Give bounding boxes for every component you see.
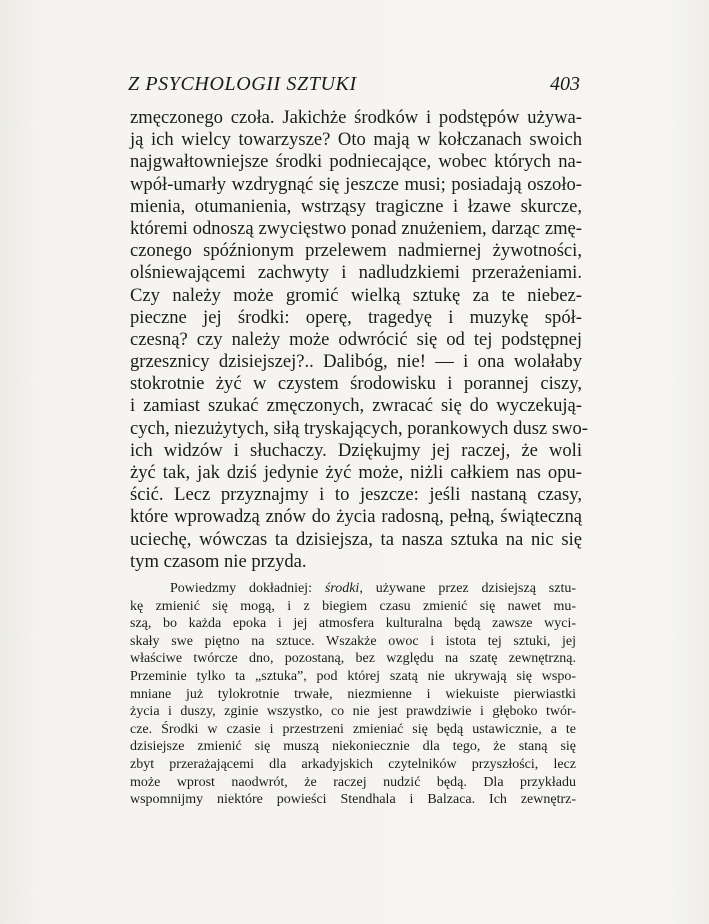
text-line: ścić. Lecz przyznajmy i to jeszcze: jeśli nastaną czasy, (130, 484, 582, 506)
text-line: ją ich wielcy towarzysze? Oto mają w kołczanach swoich (130, 129, 582, 151)
footnote-line: cze. Środki w czasie i przestrzeni zmieniać się będą ustawicznie, a te (130, 721, 576, 737)
text-line: czesną? czy należy może odwrócić się od tej podstępnej (130, 328, 582, 350)
footnote-first-line (130, 580, 576, 598)
footnote-block (130, 580, 576, 809)
footnote-emphasis: środki, (324, 581, 363, 596)
text-line: uciechę, wówczas ta dzisiejsza, ta nasza sztuka na nic się (130, 528, 582, 550)
page-number: 403 (550, 73, 580, 95)
footnote-line: mniane już tylokrotnie trwałe, niezmienne i wiekuiste pierwiastki (130, 686, 576, 702)
text-line: stokrotnie żyć w czystem środowisku i porannej ciszy, (130, 373, 582, 395)
footnote-line: kę zmienić się mogą, i z biegiem czasu zmienić się nawet mu- (130, 598, 576, 614)
footnote-line: szą, bo każda epoka i jej atmosfera kulturalna będą zawsze wyci- (130, 616, 576, 632)
footnote-line: właściwe twórcze dno, pozostaną, bez względu na szatę zewnętrzną. (130, 651, 576, 667)
footnote-line: dzisiejsze zmienić się muszą niekoniecznie dla tego, że staną się (130, 739, 576, 755)
footnote-line: wspomnijmy niektóre powieści Stendhala i Balzaca. Ich zewnętrz- (130, 792, 576, 808)
text-line: zmęczonego czoła. Jakichże środków i podstępów używa- (130, 107, 582, 128)
text-line: pieczne jej środki: operę, tragedyę i muzykę spół- (130, 306, 582, 328)
text-line: grzesznicy dzisiejszej?.. Dalibóg, nie! — i ona wolałaby (130, 351, 582, 373)
text-line: i zamiast szukać zmęczonych, zwracać się do wyczekują- (130, 395, 582, 417)
main-text-block (130, 107, 588, 573)
footnote-line: Przeminie tylko ta „sztuka”, pod której szatą nie ukrywają się wspo- (130, 668, 576, 684)
footnote-line: życia i duszy, zginie wszystko, co nie jest prawdziwie i głęboko twór- (130, 704, 576, 720)
text-line: ich widzów i słuchaczy. Dziękujmy jej raczej, że woli (130, 439, 582, 461)
running-title: Z PSYCHOLOGII SZTUKI (128, 73, 357, 95)
text-line: które wprowadzą znów do życia radosną, pełną, świąteczną (130, 506, 582, 528)
text-line: czonego spóźnionym przelewem nadmiernej żywotności, (130, 240, 582, 262)
footnote-line: może wprost naodwrót, że raczej nudzić będą. Dla przykładu (130, 774, 576, 790)
text-line: cych, niezużytych, siłą tryskających, porankowych dusz swo- (130, 417, 588, 439)
footnote-line: zbyt przerażającemi dla arkadyjskich czytelników przyszłości, lecz (130, 756, 576, 772)
text-line: olśniewającemi zachwyty i nadludzkiemi przerażeniami. (130, 262, 582, 284)
text-line-last: tym czasom nie przyda. (130, 550, 307, 572)
text-line: najgwałtowniejsze środki podniecające, wobec których na- (130, 151, 582, 173)
text-line: któremi odnoszą zwycięstwo ponad znużeniem, darząc zmę- (130, 217, 582, 239)
text-line: wpół-umarły wzdrygnąć się jeszcze musi; posiadają oszoło- (130, 173, 582, 195)
running-head (128, 73, 580, 99)
text-line: mienia, otumanienia, wstrząsy tragiczne i łzawe skurcze, (130, 195, 582, 217)
text-line: Czy należy może gromić wielką sztukę za te niebez- (130, 284, 582, 306)
text-line: żyć tak, jak dziś jedynie żyć może, niżli całkiem nas opu- (130, 462, 582, 483)
footnote-line: skały swe piętno na sztuce. Wszakże owoc i istota tej sztuki, jej (130, 633, 576, 649)
footnote-lead-rest: używane przez dzisiejszą sztu- (362, 581, 576, 596)
footnote-lead-text: Powiedzmy dokładniej: (170, 581, 325, 596)
